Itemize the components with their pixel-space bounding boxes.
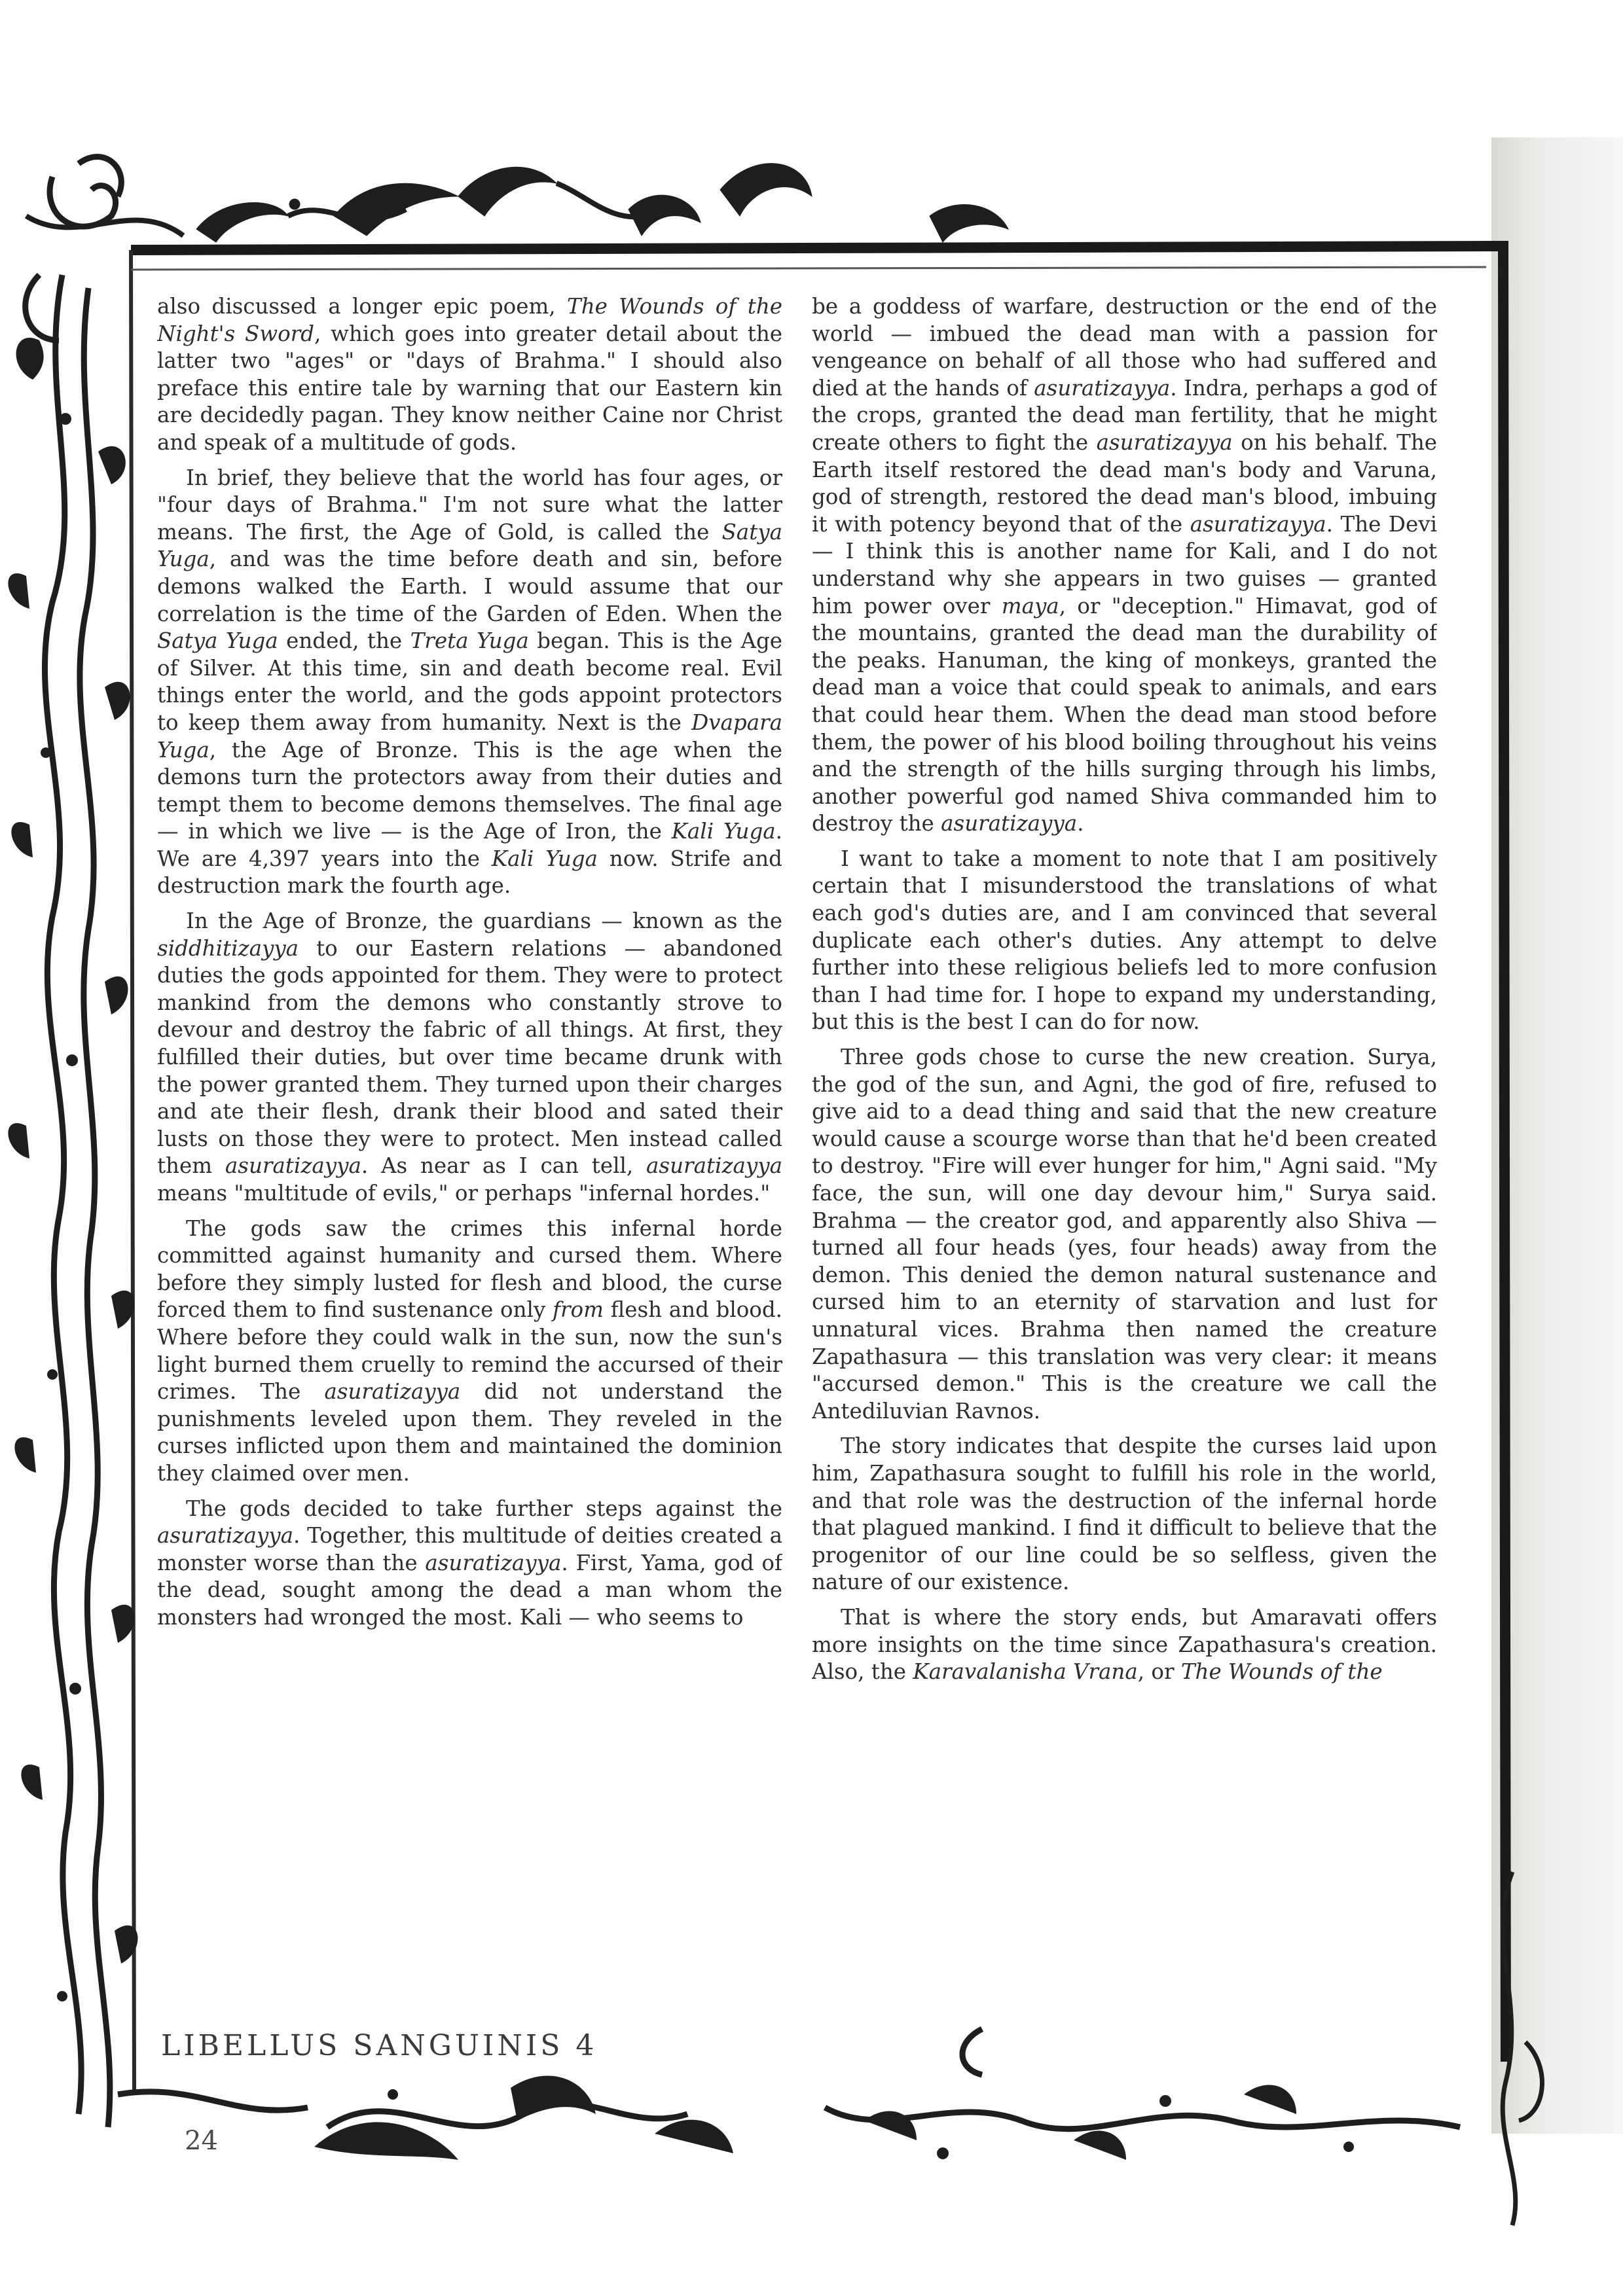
running-title: LIBELLUS SANGUINIS 4 — [161, 2029, 598, 2062]
paragraph: Three gods chose to curse the new creation. Surya, the god of the sun, and Agni, the god of fire, refused to give aid to a dead thing and said that the new creature would cause a scourge worse than that he'd been created to destroy. "Fire will ever hunger for him," Agni said. "My face, the sun, will one day devour him," Surya said. Brahma — the creator god, and apparently also Shiva — turned all four heads (yes, four heads) away from the demon. This denied the demon natural sustenance and cursed him to an eternity of starvation and lust for unnatural vices. Brahma then named the creature Zapathasura — this translation was very clear: it means "accursed demon." This is the creature we call the Antediluvian Ravnos. — [812, 1045, 1437, 1424]
paragraph: The story indicates that despite the curses laid upon him, Zapathasura sought to fulfill his role in the world, and that role was the destruction of the infernal horde that plagued mankind. I find it difficult to believe that the progenitor of our line could be so selfless, given the nature of our existence. — [812, 1433, 1437, 1595]
left-text-column — [157, 293, 782, 2021]
paragraph: That is where the story ends, but Amaravati offers more insights on the time since Zapathasura's creation. Also, the Karavalanisha Vrana, or The Wounds of the — [812, 1604, 1437, 1685]
paragraph: In brief, they believe that the world has four ages, or "four days of Brahma." I'm not sure what the latter means. The first, the Age of Gold, is called the Satya Yuga, and was the time before death and sin, before demons walked the Earth. I would assume that our correlation is the time of the Garden of Eden. When the Satya Yuga ended, the Treta Yuga began. This is the Age of Silver. At this time, sin and death become real. Evil things enter the world, and the gods appoint protectors to keep them away from humanity. Next is the Dvapara Yuga, the Age of Bronze. This is the age when the demons turn the protectors away from their duties and tempt them to become demons themselves. The final age — in which we live — is the Age of Iron, the Kali Yuga. We are 4,397 years into the Kali Yuga now. Strife and destruction mark the fourth age. — [157, 465, 782, 899]
paragraph: also discussed a longer epic poem, The Wounds of the Night's Sword, which goes into greater detail about the latter two "ages" or "days of Brahma." I should also preface this entire tale by warning that our Eastern kin are decidedly pagan. They know neither Caine nor Christ and speak of a multitude of gods. — [157, 294, 782, 455]
page-number: 24 — [185, 2126, 218, 2156]
paragraph: In the Age of Bronze, the guardians — known as the siddhitizayya to our Eastern relations — abandoned duties the gods appointed for them. They were to protect mankind from the demons who constantly strove to devour and destroy the fabric of all things. At first, they fulfilled their duties, but over time became drunk with the power granted them. They turned upon their charges and ate their flesh, drank their blood and sated their lusts on those they were to protect. Men instead called them asuratizayya. As near as I can tell, asuratizayya means "multitude of evils," or perhaps "infernal hordes." — [157, 908, 782, 1206]
paragraph: I want to take a moment to note that I am positively certain that I misunderstood the translations of what each god's duties are, and I am convinced that several duplicate each other's duties. Any attempt to delve further into these religious beliefs led to more confusion than I had time for. I hope to expand my understanding, but this is the best I can do for now. — [812, 846, 1437, 1035]
paragraph: The gods saw the crimes this infernal horde committed against humanity and cursed them. Where before they simply lusted for flesh and blood, the curse forced them to find sustenance only from flesh and blood. Where before they could walk in the sun, now the sun's light burned them cruelly to remind the accursed of their crimes. The asuratizayya did not understand the punishments leveled upon them. They reveled in the curses inflicted upon them and maintained the dominion they claimed over men. — [157, 1215, 782, 1486]
paragraph: be a goddess of warfare, destruction or the end of the world — imbued the dead man with a passion for vengeance on behalf of all those who had suffered and died at the hands of asuratizayya. Indra, perhaps a god of the crops, granted the dead man fertility, that he might create others to fight the asuratizayya on his behalf. The Earth itself restored the dead man's body and Varuna, god of strength, restored the dead man's blood, imbuing it with potency beyond that of the asuratizayya. The Devi — I think this is another name for Kali, and I do not understand why she appears in two guises — granted him power over maya, or "deception." Himavat, god of the mountains, granted the dead man the durability of the peaks. Hanuman, the king of monkeys, granted the dead man a voice that could speak to animals, and ears that could hear them. When the dead man stood before them, the power of his blood boiling throughout his veins and the strength of the hills surging through his limbs, another powerful god named Shiva commanded him to destroy the asuratizayya. — [812, 294, 1437, 836]
right-text-column — [812, 293, 1437, 2021]
paragraph: The gods decided to take further steps against the asuratizayya. Together, this multitude of deities created a monster worse than the asuratizayya. First, Yama, god of the dead, sought among the dead a man whom the monsters had wronged the most. Kali — who seems to — [157, 1496, 782, 1630]
